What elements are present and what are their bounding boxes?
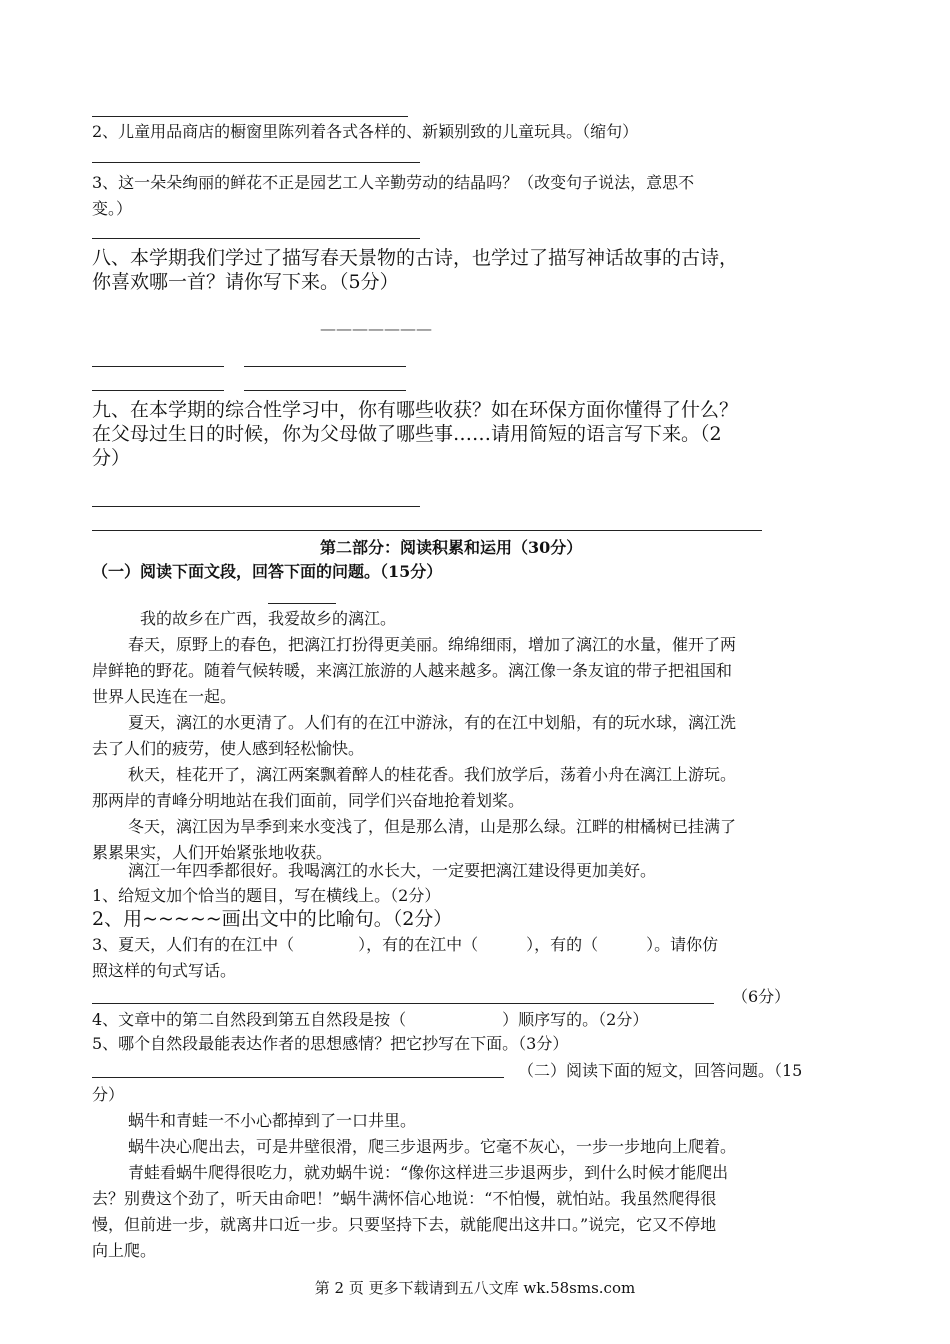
story-paragraph-3-line2: 去？别费这个劲了，听天由命吧！”蜗牛满怀信心地说：“不怕慢，就怕站。我虽然爬得很 bbox=[92, 1189, 717, 1208]
story-paragraph-3-line3: 慢，但前进一步，就离井口近一步。只要坚持下去，就能爬出这井口。”说完，它又不停地 bbox=[92, 1215, 717, 1234]
reading-question-3-score: （6分） bbox=[732, 987, 791, 1006]
answer-line bbox=[92, 1077, 504, 1078]
passage-paragraph-2-line3: 世界人民连在一起。 bbox=[92, 687, 237, 706]
subsection-1-title: （一）阅读下面文段，回答下面的问题。（15分） bbox=[92, 562, 443, 581]
section-8-title-dash: ——————— bbox=[320, 319, 432, 338]
subsection-2-title-line1: （二）阅读下面的短文，回答问题。（15 bbox=[518, 1061, 803, 1080]
answer-line bbox=[92, 116, 408, 117]
story-paragraph-1: 蜗牛和青蛙一不小心都掉到了一口井里。 bbox=[128, 1111, 417, 1130]
subsection-2-title-line2: 分） bbox=[92, 1085, 125, 1104]
passage-paragraph-1: 我的故乡在广西，我爱故乡的漓江。 bbox=[140, 609, 397, 628]
section-9-line2: 在父母过生日的时候，你为父母做了哪些事……请用简短的语言写下来。（2 bbox=[92, 423, 722, 445]
question-3-line1: 3、这一朵朵绚丽的鲜花不正是园艺工人辛勤劳动的结晶吗？（改变句子说法，意思不 bbox=[92, 173, 695, 192]
question-2: 2、儿童用品商店的橱窗里陈列着各式各样的、新颖别致的儿童玩具。（缩句） bbox=[92, 122, 639, 141]
section-8-line1: 八、本学期我们学过了描写春天景物的古诗，也学过了描写神话故事的古诗， bbox=[92, 247, 739, 269]
reading-question-1: 1、给短文加个恰当的题目，写在横线上。（2分） bbox=[92, 886, 441, 905]
answer-line bbox=[92, 506, 420, 507]
story-paragraph-3-line4: 向上爬。 bbox=[92, 1241, 157, 1260]
story-paragraph-3-line1: 青蛙看蜗牛爬得很吃力，就劝蜗牛说：“像你这样进三步退两步，到什么时候才能爬出 bbox=[128, 1163, 729, 1182]
passage-paragraph-3-line1: 夏天，漓江的水更清了。人们有的在江中游泳，有的在江中划船，有的玩水球，漓江洗 bbox=[128, 713, 737, 732]
reading-question-2: 2、用~~~~~画出文中的比喻句。（2分） bbox=[92, 908, 453, 930]
question-3-line2: 变。） bbox=[92, 199, 133, 218]
answer-line bbox=[92, 1003, 714, 1004]
section-9-line3: 分） bbox=[92, 447, 131, 469]
section-8-line2: 你喜欢哪一首？请你写下来。（5分） bbox=[92, 271, 399, 293]
passage-paragraph-5-line1: 冬天，漓江因为旱季到来水变浅了，但是那么清，山是那么绿。江畔的柑橘树已挂满了 bbox=[128, 817, 737, 836]
reading-question-5: 5、哪个自然段最能表达作者的思想感情？把它抄写在下面。（3分） bbox=[92, 1034, 569, 1053]
section-9-line1: 九、在本学期的综合性学习中，你有哪些收获？如在环保方面你懂得了什么？ bbox=[92, 399, 739, 421]
page-footer: 第 2 页 更多下载请到五八文库 wk.58sms.com bbox=[314, 1279, 636, 1297]
reading-question-4: 4、文章中的第二自然段到第五自然段是按（ ）顺序写的。（2分） bbox=[92, 1010, 649, 1029]
answer-line bbox=[92, 530, 762, 531]
reading-question-3-line1: 3、夏天，人们有的在江中（ ），有的在江中（ ），有的（ ）。请你仿 bbox=[92, 935, 719, 954]
answer-line bbox=[92, 238, 420, 239]
answer-line bbox=[92, 162, 420, 163]
reading-question-3-line2: 照这样的句式写话。 bbox=[92, 961, 237, 980]
story-paragraph-2: 蜗牛决心爬出去，可是井壁很滑，爬三步退两步。它毫不灰心，一步一步地向上爬着。 bbox=[128, 1137, 737, 1156]
passage-paragraph-2-line1: 春天，原野上的春色，把漓江打扮得更美丽。绵绵细雨，增加了漓江的水量，催开了两 bbox=[128, 635, 737, 654]
passage-paragraph-4-line2: 那两岸的青峰分明地站在我们面前，同学们兴奋地抢着划桨。 bbox=[92, 791, 525, 810]
answer-line bbox=[92, 366, 224, 367]
title-answer-line bbox=[268, 603, 336, 604]
answer-line bbox=[244, 366, 406, 367]
passage-paragraph-6: 漓江一年四季都很好。我喝漓江的水长大，一定要把漓江建设得更加美好。 bbox=[128, 861, 657, 880]
passage-paragraph-5-line2: 累累果实，人们开始紧张地收获。 bbox=[92, 843, 333, 862]
answer-line bbox=[244, 390, 406, 391]
part-2-title: 第二部分：阅读积累和运用（30分） bbox=[320, 538, 583, 557]
answer-line bbox=[92, 390, 224, 391]
passage-paragraph-4-line1: 秋天，桂花开了，漓江两案飘着醉人的桂花香。我们放学后，荡着小舟在漓江上游玩。 bbox=[128, 765, 737, 784]
passage-paragraph-3-line2: 去了人们的疲劳，使人感到轻松愉快。 bbox=[92, 739, 365, 758]
passage-paragraph-2-line2: 岸鲜艳的野花。随着气候转暖，来漓江旅游的人越来越多。漓江像一条友谊的带子把祖国和 bbox=[92, 661, 733, 680]
